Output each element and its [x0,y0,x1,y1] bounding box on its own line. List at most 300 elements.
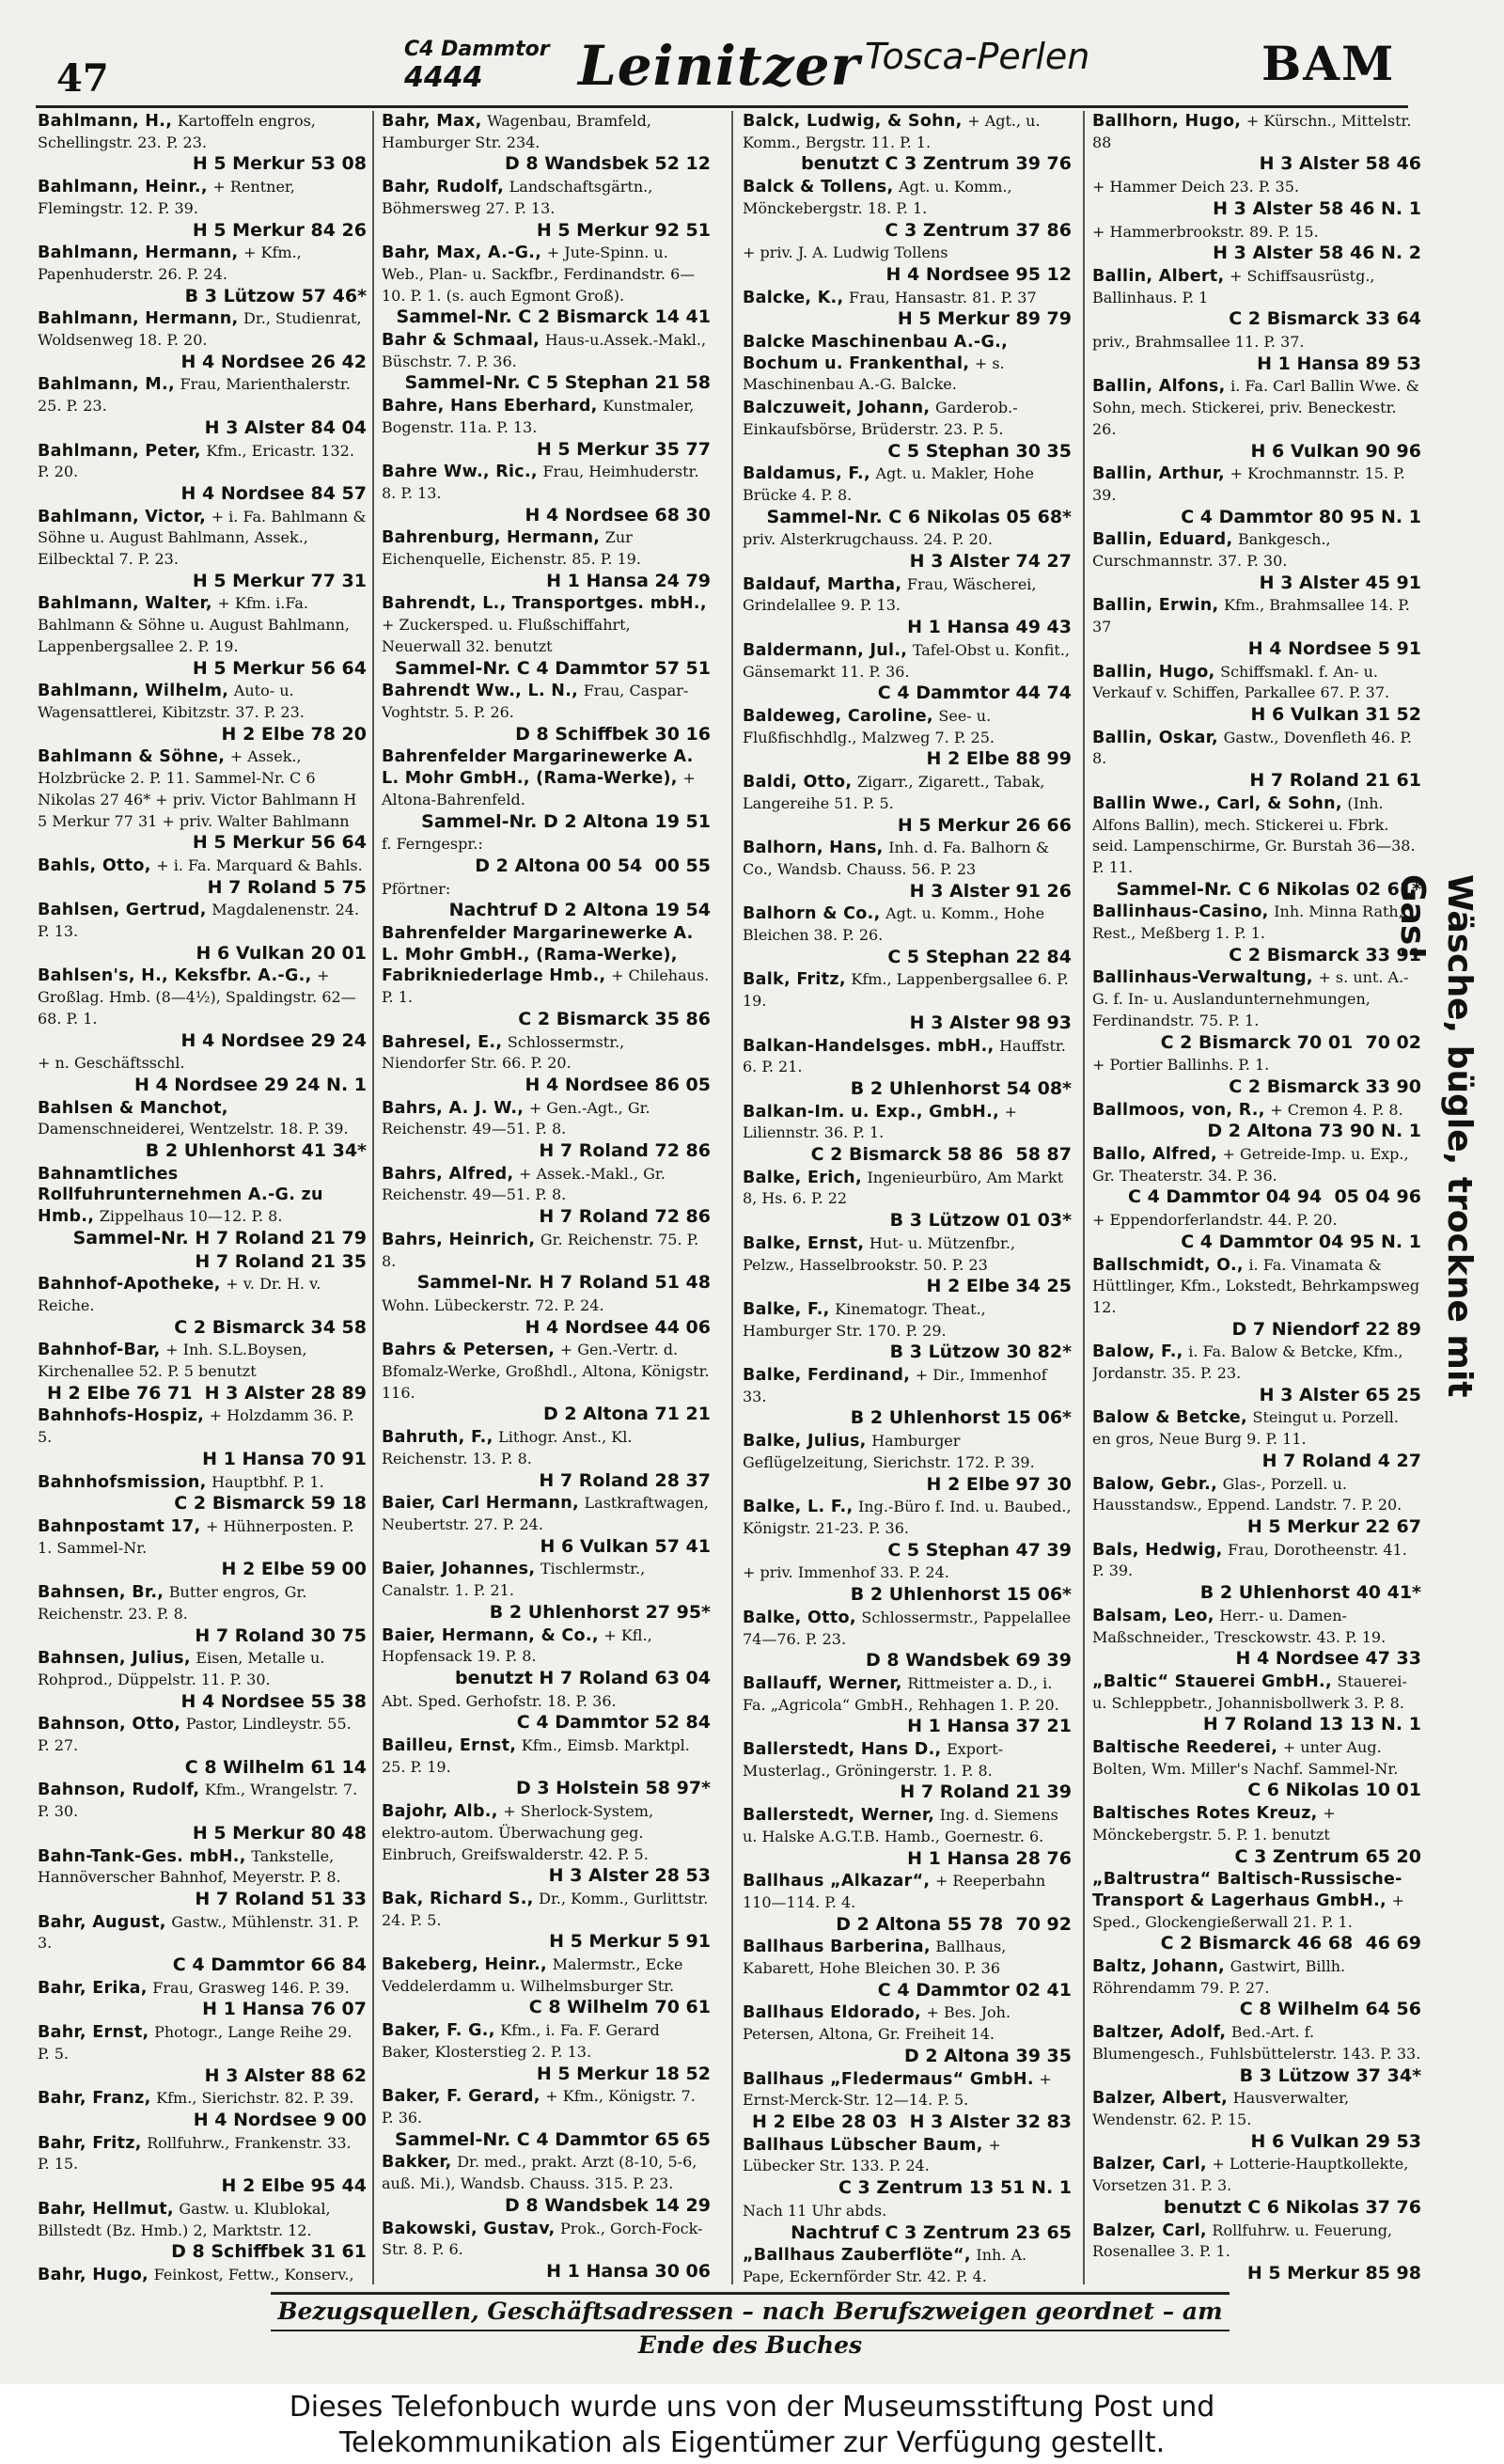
directory-entry [38,965,367,1051]
directory-entry [38,2199,367,2263]
directory-entry [1092,2221,1421,2284]
entry-details: Rittmeister a. D., i. Fa. „Agricola“ GmbH., Rehhagen 1. P. 20. [743,1673,1059,1714]
entry-name: Balke, Ernst, [743,1233,865,1253]
directory-entry [382,1954,711,2018]
entry-name: Balck, Ludwig, & Sohn, [743,112,963,131]
directory-entry [1092,595,1421,659]
entry-details: Dr., Studienrat, Woldsenweg 18. P. 20. [38,309,362,350]
entry-details: Gr. Reichenstr. 75. P. 8. [382,1230,699,1270]
entry-details: Kunstmaler, Bogenstr. 11a. P. 13. [382,397,695,436]
entry-name: Balcke, K., [743,288,844,307]
directory-column-2 [382,111,711,2284]
entry-details: Kfm., Wrangelstr. 7. P. 30. [38,1781,358,1821]
entry-name: Balck & Tollens, [743,178,894,197]
entry-name: Ballauff, Werner, [743,1673,902,1693]
entry-phone-number: C 4 Dammtor 80 95 N. 1 [1181,506,1421,527]
entry-phone-number: C 5 Stephan 22 84 [887,946,1072,967]
entry-details: (Inh. Alfons Ballin), mech. Stickerei u. Fbrk. seid. Lampenschirme, Gr. Burstah 36—38. P. 11. [1092,793,1416,876]
directory-entry [382,177,711,241]
directory-entry [1092,1342,1421,1405]
directory-entry [1092,332,1421,374]
entry-details: Kfm., Ericastr. 132. P. 20. [38,441,354,481]
entry-phone-number: benutzt C 3 Zentrum 39 76 [801,153,1072,175]
directory-entry [38,1978,367,2020]
directory-entry [1092,222,1421,264]
directory-entry [1092,2022,1421,2086]
entry-phone-number: C 4 Dammtor 02 41 [877,1979,1072,2001]
directory-entry [38,1472,367,1514]
entry-name: Bahnhof-Bar, [38,1341,161,1360]
entry-name: Bahrs & Petersen, [382,1341,556,1360]
entry-name: Ballin, Eduard, [1092,530,1233,550]
side-advertisement: Wäsche, bügle, trockne mit Gas! [1393,874,1479,1398]
entry-name: Bahrenfelder Margarinewerke A. L. Mohr GmbH., (Rama-Werke), [382,747,694,789]
entry-name: Bahr, Max, [382,112,482,131]
directory-entry [743,838,1072,902]
directory-entry [743,177,1072,241]
entry-phone-number: C 4 Dammtor 04 95 N. 1 [1181,1231,1421,1252]
entry-details: + Getreide-Imp. u. Exp., Gr. Theaterstr. 34. P. 36. [1092,1145,1409,1185]
entry-details: Rollfuhrw., Frankenstr. 33. P. 15. [38,2133,352,2174]
directory-entry [1092,2088,1421,2152]
entry-phone-number: C 2 Bismarck 33 64 [1229,308,1421,330]
entry-phone-number: H 5 Merkur 77 31 [192,570,367,591]
entry-details: + Liliennstr. 36. P. 1. [743,1102,1018,1142]
directory-entry [743,1233,1072,1297]
entry-phone-number: benutzt H 7 Roland 63 04 [455,1667,711,1688]
entry-name: Ballo, Alfred, [1092,1145,1217,1165]
entry-phone-number: H 5 Merkur 56 64 [192,832,367,854]
entry-name: Bahlmann, Peter, [38,441,201,461]
entry-details: + Schiffsausrüstg., Ballinhaus. P. 1 [1092,266,1375,306]
directory-entry [743,1431,1072,1495]
entry-name: Baier, Hermann, & Co., [382,1625,599,1645]
entry-name: Balow, Gebr., [1092,1474,1218,1494]
entry-phone-number: D 8 Wandsbek 69 39 [866,1650,1072,1671]
directory-entry [38,507,367,592]
entry-details: Feinkost, Fettw., Konserv., [153,2265,354,2284]
entry-details: Inh. d. Fa. Balhorn & Co., Wandsb. Chauss. 56. P. 23 [743,839,1050,878]
entry-details: + Lotterie-Hauptkollekte, Vorsetzen 31. P. 3. [1092,2155,1409,2195]
directory-entry [38,243,367,306]
entry-name: Bahls, Otto, [38,855,151,875]
entry-name: Ballin, Alfons, [1092,377,1226,397]
entry-phone-number: H 6 Vulkan 20 01 [196,942,367,964]
entry-name: Bailleu, Ernst, [382,1736,517,1756]
entry-phone-number: C 5 Stephan 47 39 [887,1539,1072,1561]
entry-details: + Assek., Holzbrücke 2. P. 11. Sammel-Nr. C 6 Nikolas 27 46* + priv. Victor Bahlmann H 5 Merkur 77 31 + priv. Walter Bahlmann [38,747,357,830]
entry-name: Balczuweit, Johann, [743,399,931,418]
entry-phone-number: H 1 Hansa 89 53 [1257,353,1421,374]
directory-entry [1092,376,1421,462]
entry-details: + Jute-Spinn. u. Web., Plan- u. Sackfbr., Ferdinandstr. 6—10. P. 1. (s. auch Egmont Groß). [382,243,696,305]
entry-name: Balke, L. F., [743,1498,854,1517]
entry-name: Bahlmann, Heinr., [38,178,208,197]
entry-phone-number: H 5 Merkur 18 52 [536,2063,711,2084]
entry-details: + Reeperbahn 110—114. P. 4. [743,1872,1046,1911]
entry-name: Ballschmidt, O., [1092,1255,1244,1275]
entry-phone-number: H 5 Merkur 92 51 [536,219,711,241]
entry-phone-number: H 3 Alster 88 62 [204,2064,367,2086]
directory-entry [1092,1144,1421,1208]
entry-phone-number: H 7 Roland 21 35 [195,1250,367,1272]
entry-phone-number: H 2 Elbe 78 20 [221,723,367,745]
entry-details: Ballhaus, Kabarett, Hohe Bleichen 30. P. 36 [743,1938,1007,1978]
entry-details: + Dir., Immenhof 33. [743,1366,1047,1405]
entry-phone-number: H 1 Hansa 49 43 [907,617,1072,638]
entry-details: + Kürschn., Mittelstr. 88 [1092,112,1412,151]
entry-phone-number: H 5 Merkur 5 91 [549,1931,711,1953]
entry-name: Bahlsen, Gertrud, [38,901,207,920]
entry-details: Herr.- u. Damen-Maßschneider., Tresckowstr. 43. P. 19. [1092,1606,1386,1646]
entry-phone-number: H 5 Merkur 80 48 [192,1822,367,1844]
entry-phone-number: C 2 Bismarck 58 86 58 87 [810,1144,1072,1166]
entry-name: Bahnson, Otto, [38,1715,181,1734]
entry-phone-number: C 3 Zentrum 13 51 N. 1 [838,2177,1072,2199]
entry-details: Ingenieurbüro, Am Markt 8, Hs. 6. P. 22 [743,1168,1064,1208]
entry-name: Ballerstedt, Werner, [743,1806,935,1826]
entry-details: Hut- u. Mützenfbr., Pelzw., Hasselbrookstr. 50. P. 23 [743,1233,1016,1274]
entry-phone-number: H 5 Merkur 22 67 [1246,1516,1421,1537]
entry-details: Auto- u. Wagensattlerei, Kibitzstr. 37. P. 23. [38,682,305,721]
directory-entry [382,527,711,591]
entry-details: Schlossermstr., Pappelallee 74—76. P. 23. [743,1608,1072,1648]
directory-entry [382,834,711,876]
entry-name: Bahr, Fritz, [38,2133,142,2153]
entry-name: Ballmoos, von, R., [1092,1100,1265,1120]
directory-entry [1092,1737,1421,1801]
directory-entry [1092,1055,1421,1097]
entry-phone-number: H 1 Hansa 28 76 [907,1847,1072,1869]
entry-phone-number: C 4 Dammtor 04 94 05 04 96 [1128,1186,1421,1208]
entry-details: Tankstelle, Hannöverscher Bahnhof, Meyerstr. P. 8. [38,1846,341,1887]
entry-details: + s. Maschinenbau A.-G. Balcke. [743,353,1005,394]
directory-entry [382,330,711,394]
entry-phone-number: H 5 Merkur 53 08 [192,153,367,175]
directory-entry [743,1168,1072,1232]
directory-column-4 [1092,111,1421,2284]
entry-phone-number: H 2 Elbe 95 44 [221,2175,367,2197]
entry-phone-number: C 6 Nikolas 10 01 [1247,1780,1421,1801]
entry-details: i. Fa. Vinamata & Hüttlinger, Kfm., Lokstedt, Behrkampsweg 12. [1092,1255,1420,1316]
entry-details: Kfm., Lappenbergsallee 6. P. 19. [743,970,1069,1011]
entry-name: Balow & Betcke, [1092,1408,1247,1428]
entry-name: Bahnsen, Br., [38,1583,164,1603]
entry-phone-number: Sammel-Nr. H 7 Roland 21 79 [72,1227,367,1248]
entry-phone-number: H 2 Elbe 88 99 [926,748,1072,770]
entry-details: + unter Aug. Bolten, Wm. Miller's Nachf. Sammel-Nr. [1092,1738,1399,1778]
directory-entry [743,1673,1072,1737]
entry-phone-number: C 4 Dammtor 44 74 [877,683,1072,704]
directory-entry [743,2069,1072,2133]
entry-phone-number: benutzt C 6 Nikolas 37 76 [1163,2196,1421,2218]
directory-entry [743,772,1072,836]
entry-phone-number: H 2 Elbe 59 00 [221,1559,367,1580]
entry-details: See- u. Flußfischhdlg., Malzweg 7. P. 25. [743,706,995,746]
entry-name: Bahnhofsmission, [38,1472,207,1492]
entry-phone-number: H 3 Alster 58 46 N. 2 [1213,243,1421,264]
directory-entry [1092,728,1421,792]
entry-name: Baier, Johannes, [382,1560,536,1579]
entry-details: + Altona-Bahrenfeld. [382,769,696,808]
directory-entry [38,1714,367,1778]
entry-name: Bahnsen, Julius, [38,1649,191,1669]
entry-name: Ballhaus „Fledermaus“ GmbH. [743,2069,1034,2089]
entry-details: Abt. Sped. Gerhofstr. 18. P. 36. [382,1691,617,1710]
entry-name: Bahrenburg, Hermann, [382,528,601,548]
entry-name: Balzer, Carl, [1092,2221,1207,2240]
entry-details: Glas-, Porzell. u. Hausstandsw., Eppend. Landstr. 7. P. 20. [1092,1474,1402,1514]
entry-details: Zur Eichenquelle, Eichenstr. 85. P. 19. [382,528,641,569]
entry-phone-number: D 2 Altona 71 21 [542,1404,711,1425]
entry-details: Hamburger Geflügelzeitung, Sierichstr. 172. P. 39. [743,1432,1035,1471]
entry-phone-number: H 5 Merkur 89 79 [897,308,1072,330]
directory-entry [743,463,1072,527]
directory-entry [743,1608,1072,1671]
entry-name: Bahr, Ernst, [38,2023,149,2043]
entry-phone-number: C 3 Zentrum 37 86 [885,219,1072,241]
entry-details: Steingut u. Porzell. en gros, Neue Burg 9. P. 11. [1092,1408,1399,1449]
entry-name: Balke, Erich, [743,1168,862,1187]
directory-entry [382,243,711,328]
directory-entry [382,746,711,832]
entry-details: Garderob.-Einkaufsbörse, Brüderstr. 23. P. 5. [743,399,1018,438]
directory-entry [1092,967,1421,1053]
entry-name: Bahrendt Ww., L. N., [382,682,579,701]
entry-details: Frau, Wäscherei, Grindelallee 9. P. 13. [743,574,1037,615]
entry-phone-number: H 5 Merkur 84 26 [192,219,367,241]
entry-details: Inh. A. Pape, Eckernförder Str. 42. P. 4. [743,2246,1027,2284]
entry-phone-number: H 4 Nordsee 47 33 [1235,1648,1421,1670]
header-advertisement-phone [404,36,550,92]
entry-details: + Großlag. Hmb. (8—4½), Spaldingstr. 62—68. P. 1. [38,966,356,1028]
entry-phone-number: C 8 Wilhelm 61 14 [184,1756,367,1778]
entry-details: Dr., Komm., Gurlittstr. 24. P. 5. [382,1889,709,1929]
entry-name: Balow, F., [1092,1342,1183,1362]
entry-details: + Holzdamm 36. P. 5. [38,1406,354,1447]
entry-details: Frau, Marienthalerstr. 25. P. 23. [38,375,351,416]
directory-entry [382,923,711,1030]
entry-details: + Hammerbrookstr. 89. P. 15. [1092,222,1319,241]
entry-name: Balzer, Carl, [1092,2155,1207,2174]
entry-details: + n. Geschäftsschl. [38,1054,185,1073]
entry-name: Bahre Ww., Ric., [382,463,538,482]
directory-entry [38,2265,367,2284]
entry-phone-number: H 7 Roland 72 86 [539,1140,711,1162]
entry-details: Eisen, Metalle u. Rohprod., Düppelstr. 11. P. 30. [38,1649,325,1688]
directory-entry [1092,1474,1421,1538]
entry-phone-number: H 2 Elbe 34 25 [926,1276,1072,1297]
entry-phone-number: H 6 Vulkan 31 52 [1250,703,1421,725]
directory-entry [1092,793,1421,901]
directory-entry [38,1648,367,1712]
entry-name: Baltisches Rotes Kreuz, [1092,1804,1318,1824]
entry-phone-number: H 4 Nordsee 44 06 [525,1316,711,1338]
entry-name: Balhorn & Co., [743,904,881,924]
entry-phone-number: Sammel-Nr. C 5 Stephan 21 58 [404,372,711,394]
entry-details: Magdalenenstr. 24. P. 13. [38,901,360,941]
entry-phone-number: C 2 Bismarck 35 86 [518,1008,711,1029]
entry-name: Bahresel, E., [382,1032,503,1052]
entry-phone-number: B 3 Lützow 57 46* [184,285,367,306]
entry-phone-number: C 5 Stephan 30 35 [887,440,1072,462]
entry-name: Ballhorn, Hugo, [1092,112,1242,131]
entry-phone-number: H 1 Hansa 24 79 [546,570,711,591]
directory-entry [38,681,367,745]
directory-entry [743,640,1072,704]
directory-entry [38,1780,367,1844]
entry-name: Ballin, Hugo, [1092,662,1215,682]
directory-entry [743,1739,1072,1803]
directory-entry [1092,1540,1421,1604]
directory-entry [38,2022,367,2086]
credit-line-1: Dieses Telefonbuch wurde uns von der Museumsstiftung Post und [289,2391,1215,2424]
entry-details: Tischlermstr., Canalstr. 1. P. 21. [382,1560,646,1600]
entry-phone-number: B 2 Uhlenhorst 41 34* [145,1140,367,1162]
entry-details: Frau, Grasweg 146. P. 39. [152,1978,350,1997]
entry-phone-number: D 2 Altona 39 35 [903,2045,1072,2066]
entry-phone-number: H 4 Nordsee 95 12 [885,263,1072,285]
directory-entry [382,462,711,526]
museum-credit-caption [0,2384,1504,2464]
directory-entry [38,1053,367,1095]
entry-phone-number: H 1 Hansa 76 07 [202,1999,367,2020]
entry-details: + Eppendorferlandstr. 44. P. 20. [1092,1211,1338,1230]
entry-details: Butter engros, Gr. Reichenstr. 23. P. 8. [38,1583,307,1623]
directory-entry [743,706,1072,770]
entry-phone-number: H 5 Merkur 85 98 [1246,2262,1421,2284]
entry-details: Ing.-Büro f. Ind. u. Baubed., Königstr. 21-23. P. 36. [743,1498,1072,1537]
entry-phone-number: H 2 Elbe 76 71 H 3 Alster 28 89 [47,1382,367,1404]
entry-details: Nach 11 Uhr abds. [743,2201,887,2220]
entry-phone-number: H 4 Nordsee 29 24 [180,1029,367,1051]
directory-entry [743,574,1072,638]
entry-details: Prok., Gorch-Fock-Str. 8. P. 6. [382,2219,703,2259]
directory-column-1 [38,111,367,2284]
entry-phone-number: H 7 Roland 21 61 [1249,770,1421,792]
entry-phone-number: D 2 Altona 73 90 N. 1 [1207,1121,1421,1142]
directory-entry [38,2133,367,2197]
entry-phone-number: C 4 Dammtor 66 84 [172,1954,367,1976]
directory-entry [382,1164,711,1228]
entry-details: Damenschneiderei, Wentzelstr. 18. P. 39. [38,1120,349,1138]
directory-entry [38,1516,367,1580]
entry-phone-number: B 2 Uhlenhorst 40 41* [1199,1582,1421,1604]
entry-details: Kfm., Eimsb. Marktpl. 25. P. 19. [382,1736,690,1776]
ad-exchange: C4 Dammtor [404,38,550,61]
entry-details: Export-Musterlag., Gröningerstr. 1. P. 8. [743,1740,1004,1780]
entry-phone-number: D 8 Schiffbek 31 61 [171,2241,367,2263]
entry-name: Ballhaus Lübscher Baum, [743,2135,983,2155]
entry-name: Bahr, Max, A.-G., [382,243,542,263]
entry-phone-number: Sammel-Nr. D 2 Altona 19 51 [421,810,711,832]
directory-entry [38,111,367,175]
entry-name: Baltzer, Adolf, [1092,2023,1227,2043]
directory-entry [382,1340,711,1425]
entry-details: + Sped., Glockengießerwall 21. P. 1. [1092,1891,1404,1931]
entry-phone-number: D 8 Wandsbek 14 29 [505,2194,711,2216]
entry-phone-number: H 5 Merkur 26 66 [897,814,1072,836]
directory-entry [382,1427,711,1491]
entry-phone-number: D 7 Niendorf 22 89 [1231,1318,1421,1340]
entry-name: Bahlmann, Walter, [38,594,212,614]
page-header [0,0,1504,103]
entry-details: + Cremon 4. P. 8. [1270,1100,1403,1119]
entry-details: Ing. d. Siemens u. Halske A.G.T.B. Hamb., Goernestr. 6. [743,1806,1058,1845]
entry-details: Bankgesch., Curschmannstr. 37. P. 30. [1092,530,1331,571]
entry-phone-number: Sammel-Nr. C 6 Nikolas 05 68* [766,506,1072,527]
entry-phone-number: H 4 Nordsee 86 05 [525,1074,711,1095]
entry-details: + Kfm. i.Fa. Bahlmann & Söhne u. August Bahlmann, Lappenbergsallee 2. P. 19. [38,594,350,655]
entry-phone-number: D 2 Altona 55 78 70 92 [836,1913,1072,1935]
entry-phone-number: C 2 Bismarck 34 58 [174,1316,367,1338]
directory-entry [38,177,367,241]
entry-details: + Hühnerposten. P. 1. Sammel-Nr. [38,1517,354,1557]
directory-entry [1092,1671,1421,1735]
directory-entry [382,1735,711,1799]
entry-name: Balsam, Leo, [1092,1606,1214,1625]
entry-details: Gastw. u. Klublokal, Billstedt (Bz. Hmb.) 2, Marktstr. 12. [38,2199,331,2239]
directory-entry [38,1912,367,1976]
entry-phone-number: C 4 Dammtor 52 84 [516,1712,711,1734]
entry-phone-number: B 3 Lützow 30 82* [889,1342,1072,1363]
header-divider [36,105,1408,108]
entry-phone-number: Nachtruf D 2 Altona 19 54 [448,900,711,921]
entry-phone-number: H 6 Vulkan 90 96 [1250,440,1421,462]
directory-entry [1092,902,1421,965]
entry-phone-number: Sammel-Nr. C 4 Dammtor 57 51 [395,657,711,679]
entry-name: Ballin, Erwin, [1092,596,1219,616]
entry-phone-number: Sammel-Nr. C 6 Nikolas 02 61* [1116,878,1421,900]
directory-entry [1092,1869,1421,1954]
entry-details: Frau, Hansastr. 81. P. 37 [849,288,1037,306]
entry-name: Balzer, Albert, [1092,2089,1229,2109]
entry-phone-number: H 4 Nordsee 29 24 N. 1 [133,1074,367,1095]
entry-details: Tafel-Obst u. Konfit., Gänsemarkt 11. P. 36. [743,640,1071,681]
directory-entry [38,746,367,854]
directory-entry [1092,1210,1421,1252]
entry-phone-number: D 2 Altona 00 54 00 55 [475,855,711,876]
entry-phone-number: H 6 Vulkan 57 41 [540,1535,711,1557]
directory-entry [1092,266,1421,330]
entry-name: Ballin, Arthur, [1092,464,1226,484]
entry-details: Zippelhaus 10—12. P. 8. [99,1207,283,1226]
entry-phone-number: B 3 Lützow 37 34* [1239,2064,1421,2086]
page-number: 47 [56,56,109,101]
entry-details: Hauptbhf. P. 1. [212,1472,324,1491]
entry-details: Kfm., i. Fa. F. Gerard Baker, Klosterstieg 2. P. 13. [382,2021,660,2061]
entry-name: Bahr & Schmaal, [382,331,540,351]
directory-entry [382,1230,711,1294]
entry-name: Balke, Ferdinand, [743,1366,911,1386]
directory-entry [38,1405,367,1469]
entry-details: + priv. Immenhof 33. P. 24. [743,1563,949,1582]
entry-name: Bahnhofs-Hospiz, [38,1406,205,1426]
entry-name: Bahre, Hans Eberhard, [382,397,598,416]
entry-phone-number: H 3 Alster 84 04 [204,416,367,438]
directory-entry [1092,529,1421,593]
entry-details: Rollfuhrw. u. Feuerung, Rosenallee 3. P. 1. [1092,2221,1393,2261]
entry-name: Bahrs, A. J. W., [382,1098,525,1118]
directory-entry [382,1295,711,1338]
directory-entry [38,1098,367,1162]
entry-details: Gastw., Dovenfleth 46. P. 8. [1092,728,1412,768]
entry-name: Bahrenfelder Margarinewerke A. L. Mohr GmbH., (Rama-Werke), Fabrikniederlage Hmb., [382,924,694,986]
directory-entry [382,1493,711,1557]
directory-entry [743,2201,1072,2243]
directory-entry [382,1691,711,1734]
entry-phone-number: H 3 Alster 91 26 [909,880,1072,902]
